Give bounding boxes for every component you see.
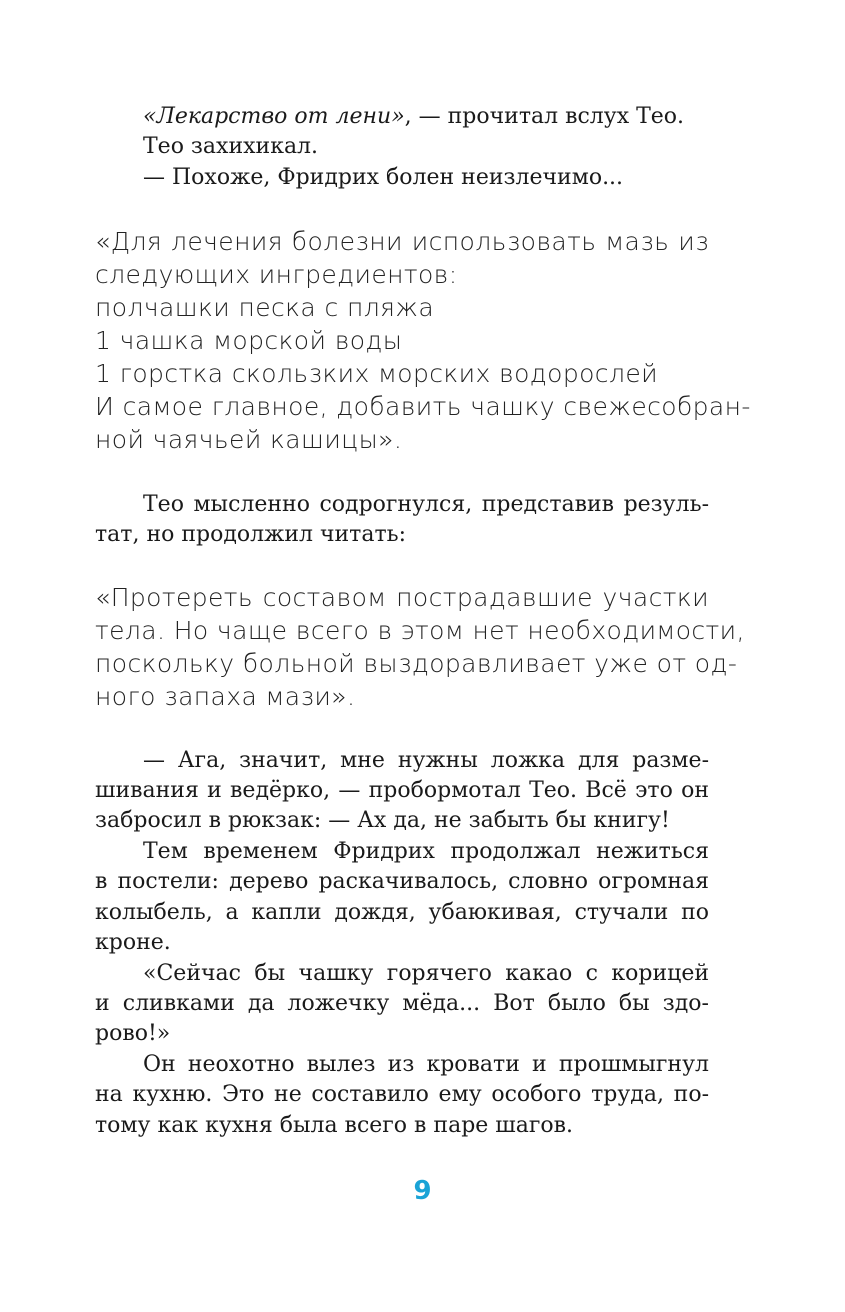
text-line: Тео захихикал. <box>143 134 319 159</box>
text-line: — Похоже, Фридрих болен неизлечимо... <box>143 165 624 190</box>
text-line: рово!» <box>95 1021 171 1046</box>
text-line: кроне. <box>95 930 171 955</box>
handwritten-line: ной чаячьей кашицы». <box>95 425 403 454</box>
handwritten-line: поскольку больной выздоравливает уже от од- <box>95 649 738 678</box>
handwritten-line: 1 чашка морской воды <box>95 326 403 355</box>
text-line: колыбель, а капли дождя, убаюкивая, стучали по <box>95 900 709 925</box>
handwritten-line: «Для лечения болезни использовать мазь из <box>95 227 709 256</box>
text-line: Тем временем Фридрих продолжал нежиться <box>143 839 709 864</box>
text-line: Он неохотно вылез из кровати и прошмыгнул <box>143 1052 709 1077</box>
text-line <box>95 102 709 132</box>
page-number: 9 <box>413 1176 432 1206</box>
text-line: Тео мысленно содрогнулся, представив резуль- <box>143 492 709 517</box>
text-line: в постели: дерево раскачивалось, словно огромная <box>95 869 709 894</box>
text-line: и сливками да ложечку мёда... Вот было бы здо- <box>95 991 709 1016</box>
handwritten-line: ного запаха мази». <box>95 682 356 711</box>
text-line: тому как кухня была всего в паре шагов. <box>95 1113 574 1138</box>
text-line: тат, но продолжил читать: <box>95 522 407 547</box>
text-line: «Сейчас бы чашку горячего какао с корицей <box>143 961 709 986</box>
handwritten-line: «Протереть составом пострадавшие участки <box>95 583 709 612</box>
text-fragment: , — прочитал вслух Тео. <box>404 104 685 129</box>
handwritten-line: И самое главное, добавить чашку свежесобран- <box>95 392 751 421</box>
text-line: на кухню. Это не составило ему особого труда, по- <box>95 1082 709 1107</box>
text-line: шивания и ведёрко, — пробормотал Тео. Всё это он <box>95 778 709 803</box>
book-page <box>95 0 751 1312</box>
handwritten-line: тела. Но чаще всего в этом нет необходимости, <box>95 616 745 645</box>
handwritten-line: полчашки песка с пляжа <box>95 293 435 322</box>
text-line: забросил в рюкзак: — Ах да, не забыть бы книгу! <box>95 808 670 833</box>
text-line: — Ага, значит, мне нужны ложка для разме- <box>143 748 709 773</box>
handwritten-line: 1 горстка скользких морских водорослей <box>95 359 658 388</box>
book-title-italic: «Лекарство от лени» <box>143 104 405 129</box>
handwritten-line: следующих ингредиентов: <box>95 260 458 289</box>
